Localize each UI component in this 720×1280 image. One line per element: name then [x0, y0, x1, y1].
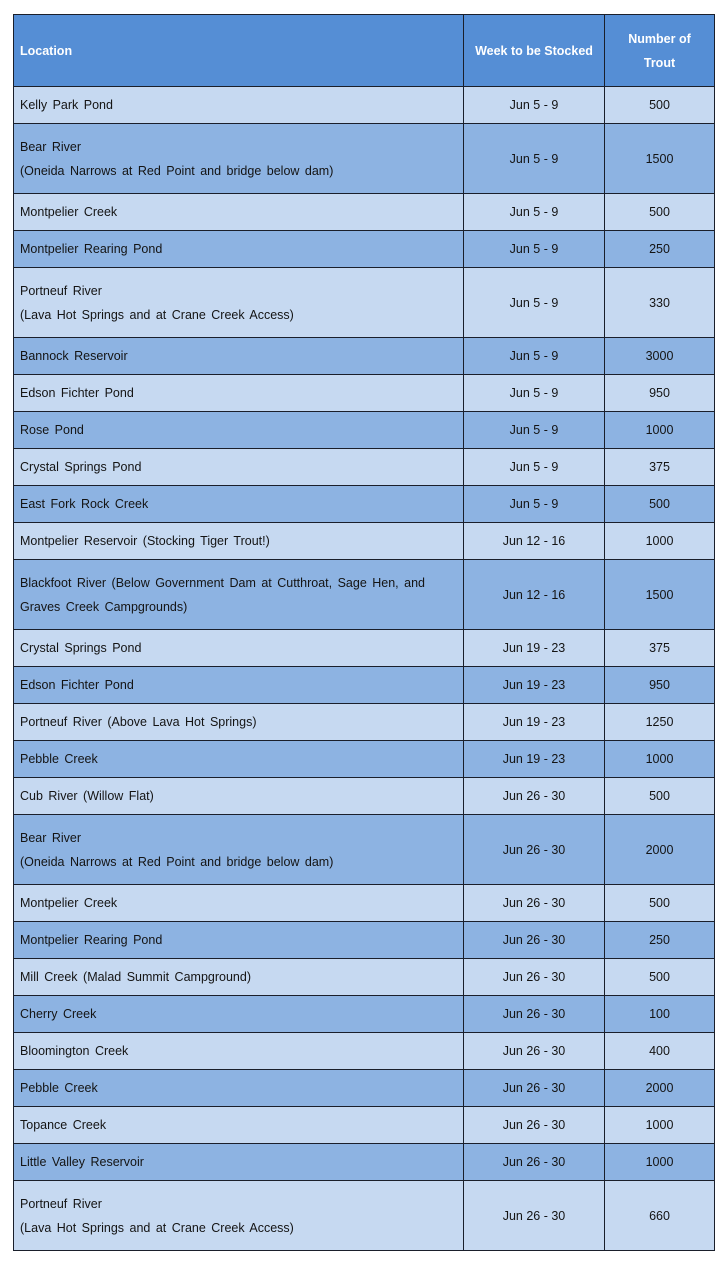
location-text: Montpelier Rearing Pond: [20, 242, 163, 256]
week-cell: Jun 5 - 9: [464, 124, 605, 194]
trout-count-cell: 330: [605, 268, 715, 338]
location-cell: [14, 815, 464, 885]
week-cell: Jun 5 - 9: [464, 268, 605, 338]
trout-count-cell: 1500: [605, 124, 715, 194]
trout-count-cell: 2000: [605, 815, 715, 885]
location-cell: [14, 375, 464, 412]
location-text: Montpelier Creek: [20, 896, 118, 910]
week-cell: Jun 5 - 9: [464, 338, 605, 375]
location-text: Montpelier Reservoir (Stocking Tiger Trout!): [20, 534, 270, 548]
location-text: Bannock Reservoir: [20, 349, 128, 363]
location-text: Edson Fichter Pond: [20, 678, 134, 692]
trout-count-cell: 100: [605, 996, 715, 1033]
location-cell: [14, 449, 464, 486]
location-text: Rose Pond: [20, 423, 84, 437]
table-row: [14, 560, 715, 630]
table-row: [14, 959, 715, 996]
table-row: [14, 1107, 715, 1144]
location-text: Mill Creek (Malad Summit Campground): [20, 970, 251, 984]
table-row: [14, 1144, 715, 1181]
table-row: [14, 375, 715, 412]
location-cell: [14, 268, 464, 338]
table-body: [14, 87, 715, 1251]
location-cell: [14, 560, 464, 630]
location-cell: [14, 704, 464, 741]
location-text: Bear River: [20, 830, 82, 845]
header-number-of-trout: [605, 15, 715, 87]
trout-count-cell: 500: [605, 885, 715, 922]
location-cell: [14, 630, 464, 667]
table-row: [14, 1070, 715, 1107]
location-cell: [14, 922, 464, 959]
location-cell: [14, 667, 464, 704]
trout-count-cell: 500: [605, 959, 715, 996]
week-cell: Jun 19 - 23: [464, 741, 605, 778]
location-text: Edson Fichter Pond: [20, 386, 134, 400]
location-text: Topance Creek: [20, 1118, 107, 1132]
trout-count-cell: 250: [605, 922, 715, 959]
week-cell: Jun 19 - 23: [464, 704, 605, 741]
table-row: [14, 741, 715, 778]
header-count-line-2: Trout: [643, 55, 676, 70]
week-cell: Jun 5 - 9: [464, 231, 605, 268]
table-row: [14, 922, 715, 959]
trout-count-cell: 950: [605, 375, 715, 412]
week-cell: Jun 5 - 9: [464, 375, 605, 412]
location-text: Portneuf River: [20, 1196, 102, 1211]
week-cell: Jun 26 - 30: [464, 922, 605, 959]
week-cell: Jun 12 - 16: [464, 560, 605, 630]
location-text: Pebble Creek: [20, 1081, 98, 1095]
week-cell: Jun 19 - 23: [464, 630, 605, 667]
header-location: Location: [14, 15, 464, 87]
trout-count-cell: 500: [605, 194, 715, 231]
location-text: Crystal Springs Pond: [20, 641, 142, 655]
table-row: [14, 704, 715, 741]
location-text: Cherry Creek: [20, 1007, 97, 1021]
location-cell: [14, 1181, 464, 1251]
trout-count-cell: 500: [605, 486, 715, 523]
table-row: [14, 630, 715, 667]
location-cell: [14, 338, 464, 375]
week-cell: Jun 26 - 30: [464, 1144, 605, 1181]
trout-count-cell: 950: [605, 667, 715, 704]
location-cell: [14, 1107, 464, 1144]
trout-count-cell: 1000: [605, 523, 715, 560]
table-row: [14, 194, 715, 231]
trout-count-cell: 660: [605, 1181, 715, 1251]
table-row: [14, 667, 715, 704]
header-count-line-1: Number of: [628, 31, 691, 46]
trout-count-cell: 1000: [605, 741, 715, 778]
trout-count-cell: 500: [605, 87, 715, 124]
table-row: [14, 1181, 715, 1251]
location-cell: [14, 741, 464, 778]
table-row: [14, 87, 715, 124]
trout-count-cell: 400: [605, 1033, 715, 1070]
trout-count-cell: 1250: [605, 704, 715, 741]
table-row: [14, 449, 715, 486]
week-cell: Jun 5 - 9: [464, 449, 605, 486]
table-row: [14, 815, 715, 885]
table-row: [14, 231, 715, 268]
location-text: Portneuf River (Above Lava Hot Springs): [20, 715, 257, 729]
table-row: [14, 996, 715, 1033]
week-cell: Jun 26 - 30: [464, 996, 605, 1033]
trout-count-cell: 1000: [605, 412, 715, 449]
week-cell: Jun 26 - 30: [464, 959, 605, 996]
location-cell: [14, 486, 464, 523]
location-text: (Lava Hot Springs and at Crane Creek Access): [20, 307, 294, 322]
table-row: [14, 338, 715, 375]
location-text: East Fork Rock Creek: [20, 497, 149, 511]
week-cell: Jun 5 - 9: [464, 87, 605, 124]
location-cell: [14, 194, 464, 231]
location-cell: [14, 885, 464, 922]
location-cell: [14, 523, 464, 560]
location-text: Crystal Springs Pond: [20, 460, 142, 474]
location-cell: [14, 1144, 464, 1181]
location-text: Cub River (Willow Flat): [20, 789, 154, 803]
week-cell: Jun 26 - 30: [464, 1107, 605, 1144]
location-cell: [14, 412, 464, 449]
table-row: [14, 778, 715, 815]
location-cell: [14, 87, 464, 124]
trout-count-cell: 1000: [605, 1107, 715, 1144]
location-cell: [14, 959, 464, 996]
location-text: Blackfoot River (Below Government Dam at Cutthroat, Sage Hen, and: [20, 575, 425, 590]
location-text: Portneuf River: [20, 283, 102, 298]
week-cell: Jun 5 - 9: [464, 194, 605, 231]
table-row: [14, 124, 715, 194]
location-text: Montpelier Creek: [20, 205, 118, 219]
location-cell: [14, 996, 464, 1033]
week-cell: Jun 26 - 30: [464, 1070, 605, 1107]
week-cell: Jun 26 - 30: [464, 778, 605, 815]
table-row: [14, 1033, 715, 1070]
location-text: (Oneida Narrows at Red Point and bridge below dam): [20, 163, 334, 178]
trout-count-cell: 375: [605, 630, 715, 667]
week-cell: Jun 26 - 30: [464, 1181, 605, 1251]
week-cell: Jun 26 - 30: [464, 1033, 605, 1070]
location-text: (Oneida Narrows at Red Point and bridge below dam): [20, 854, 334, 869]
week-cell: Jun 5 - 9: [464, 486, 605, 523]
trout-stocking-table: [13, 14, 715, 1251]
header-row: [14, 15, 715, 87]
location-text: Kelly Park Pond: [20, 98, 113, 112]
trout-count-cell: 2000: [605, 1070, 715, 1107]
location-text: Bear River: [20, 139, 82, 154]
location-text: Montpelier Rearing Pond: [20, 933, 163, 947]
location-text: (Lava Hot Springs and at Crane Creek Access): [20, 1220, 294, 1235]
table-row: [14, 268, 715, 338]
location-text: Bloomington Creek: [20, 1044, 129, 1058]
trout-count-cell: 500: [605, 778, 715, 815]
trout-count-cell: 375: [605, 449, 715, 486]
trout-count-cell: 1500: [605, 560, 715, 630]
trout-count-cell: 3000: [605, 338, 715, 375]
trout-count-cell: 250: [605, 231, 715, 268]
location-cell: [14, 1033, 464, 1070]
week-cell: Jun 19 - 23: [464, 667, 605, 704]
location-cell: [14, 124, 464, 194]
location-cell: [14, 1070, 464, 1107]
location-text: Graves Creek Campgrounds): [20, 599, 188, 614]
header-week-to-be-stocked: Week to be Stocked: [464, 15, 605, 87]
location-text: Little Valley Reservoir: [20, 1155, 144, 1169]
table-row: [14, 523, 715, 560]
trout-count-cell: 1000: [605, 1144, 715, 1181]
week-cell: Jun 12 - 16: [464, 523, 605, 560]
location-text: Pebble Creek: [20, 752, 98, 766]
location-cell: [14, 778, 464, 815]
week-cell: Jun 26 - 30: [464, 815, 605, 885]
week-cell: Jun 5 - 9: [464, 412, 605, 449]
week-cell: Jun 26 - 30: [464, 885, 605, 922]
table-row: [14, 486, 715, 523]
location-cell: [14, 231, 464, 268]
table-row: [14, 412, 715, 449]
table-row: [14, 885, 715, 922]
